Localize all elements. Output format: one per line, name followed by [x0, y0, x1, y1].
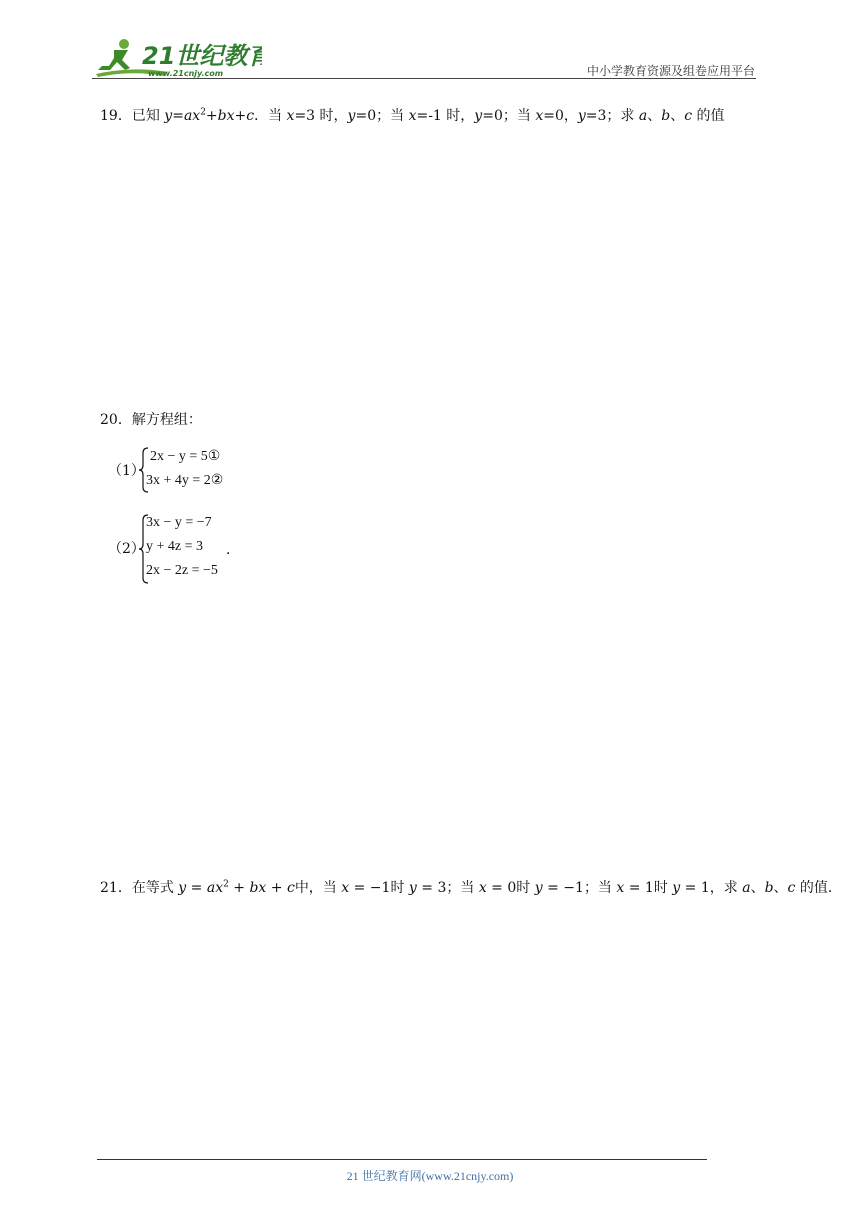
question-number: 20． [100, 412, 132, 428]
question-20: 20．解方程组： [100, 412, 202, 428]
equation-4: y + 4z = 3 [146, 539, 204, 554]
equation-2: 3x + 4y = 2② [146, 473, 224, 488]
site-name: 中小学教育资源及组卷应用平台 [586, 64, 755, 78]
equation-5: 2x − 2z = −5 [146, 563, 218, 578]
equation-3: 3x − y = −7 [146, 515, 212, 530]
question-19: 19．已知 $y=ax^2+bx+c$．当 x=3 时，y=0；当 x=-1 时，y=0；当 x=0，y=3；求 a、b、c 的值 [100, 107, 725, 124]
part-1-label: （1） [108, 463, 145, 479]
runner-logo-icon [92, 36, 262, 80]
question-number: 21． [100, 880, 132, 896]
svg-text:www.21cnjy.com: www.21cnjy.com [148, 69, 224, 78]
header-divider [92, 78, 756, 79]
equation-1: 2x − y = 5① [150, 449, 221, 464]
footer-divider [97, 1159, 707, 1160]
question-number: 19． [100, 108, 132, 124]
site-logo [92, 36, 262, 80]
part-2-label: （2） [108, 541, 145, 557]
sentence-end: ． [226, 543, 240, 558]
question-21: 21．在等式 $y = ax^2$ + bx + c中，当 x = −1时 y = 3；当 x = 0时 y = −1；当 x = 1时 y = 1，求 a、b、c 的值． [100, 879, 842, 896]
svg-text:21世纪教育: 21世纪教育 [142, 42, 262, 70]
footer-text: 21 世纪教育网(www.21cnjy.com) [346, 1169, 514, 1183]
